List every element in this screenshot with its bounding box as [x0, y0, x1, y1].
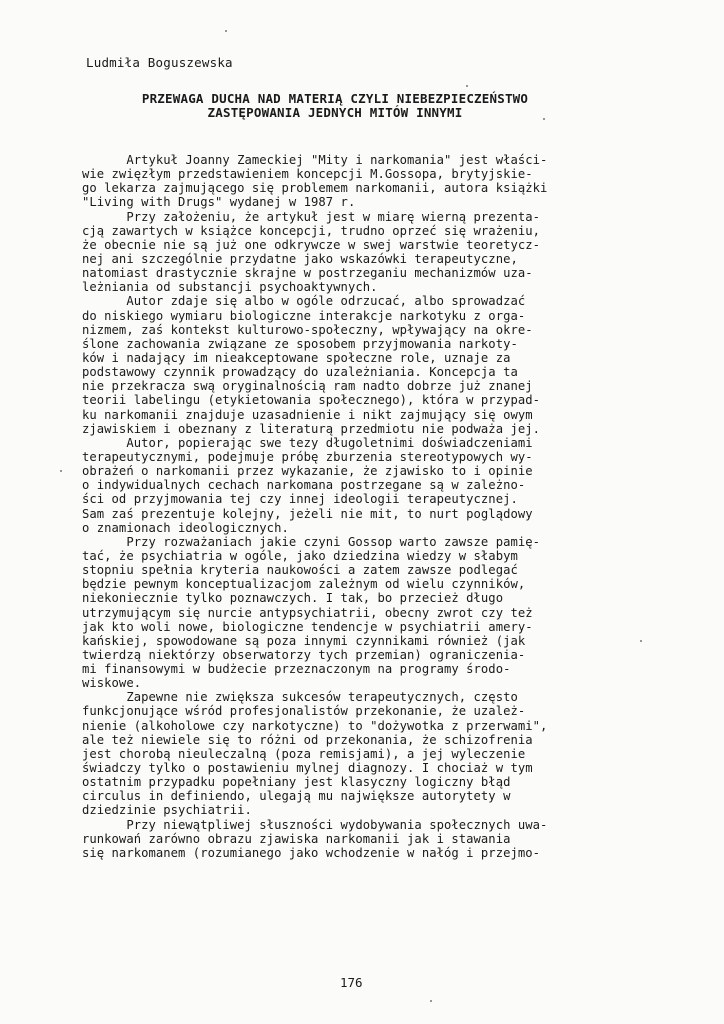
text-line: świadczy tylko o postawieniu mylnej diagnozy. I chociaż w tym	[82, 761, 533, 776]
text-line: jak kto woli nowe, biologiczne tendencje w psychiatrii amery-	[82, 619, 533, 634]
text-line: circulus in definiendo, ulegają mu największe autorytety w	[82, 789, 511, 804]
text-line: Autor zdaje się albo w ogóle odrzucać, albo sprowadzać	[82, 294, 526, 309]
text-line: wie zwięzłym przedstawieniem koncepcji M.Gossopa, brytyjskie-	[82, 167, 533, 182]
text-line: Przy niewątpliwej słuszności wydobywania społecznych uwa-	[82, 817, 548, 832]
text-line: twierdzą niektórzy obserwatorzy tych przemian) ograniczenia-	[82, 647, 526, 662]
text-line: ków i nadający im nieakceptowane społeczne role, uznaje za	[82, 350, 511, 365]
text-line: że obecnie nie są już one odkrywcze w swej warstwie teoretycz-	[82, 237, 541, 252]
text-line: ku narkomanii znajduje uzasadnienie i nikt zajmujący się owym	[82, 407, 533, 422]
text-line: Przy założeniu, że artykuł jest w miarę wierną prezenta-	[82, 209, 541, 224]
title-line-1: PRZEWAGA DUCHA NAD MATERIĄ CZYLI NIEBEZPIECZEŃSTWO	[141, 91, 529, 106]
article-body	[82, 153, 657, 860]
text-line: dziedzinie psychiatrii.	[82, 803, 252, 818]
text-line: Sam zaś prezentuje kolejny, jeżeli nie mit, to nurt poglądowy	[82, 506, 533, 521]
text-line: o indywidualnych cechach narkomana postrzegane są w zależno-	[82, 478, 526, 493]
text-line: cją zawartych w książce koncepcji, trudno oprzeć się wrażeniu,	[82, 223, 541, 238]
scan-speck	[225, 30, 227, 32]
text-line: nizmem, zaś kontekst kulturowo-społeczny, wpływający na okre-	[82, 322, 533, 337]
text-line: natomiast drastycznie skrajne w postrzeganiu mechanizmów uza-	[82, 266, 533, 281]
text-line: mi finansowymi w budżecie przeznaczonym na programy środo-	[82, 662, 511, 677]
text-line: Autor, popierając swe tezy długoletnimi doświadczeniami	[82, 435, 533, 450]
scan-speck	[466, 85, 468, 87]
text-line: tać, że psychiatria w ogóle, jako dziedzina wiedzy w słabym	[82, 548, 518, 563]
text-line: Przy rozważaniach jakie czyni Gossop warto zawsze pamię-	[82, 534, 541, 549]
text-line: "Living with Drugs" wydanej w 1987 r.	[82, 195, 356, 210]
author-name: Ludmiła Boguszewska	[86, 55, 233, 70]
text-line: do niskiego wymiaru biologiczne interakcje narkotyku z orga-	[82, 308, 526, 323]
text-line: będzie pewnym konceptualizacjom zależnym od wielu czynników,	[82, 577, 526, 592]
text-line: obrażeń o narkomanii przez wykazanie, że zjawisko to i opinie	[82, 464, 533, 479]
text-line: funkcjonujące wśród profesjonalistów przekonanie, że uzależ-	[82, 704, 526, 719]
text-line: podstawowy czynnik prowadzący do uzależniania. Koncepcja ta	[82, 365, 518, 380]
scan-speck	[640, 640, 642, 642]
text-line: kańskiej, spowodowane są poza innymi czynnikami również (jak	[82, 633, 526, 648]
text-line: się narkomanem (rozumianego jako wchodzenie w nałóg i przejmo-	[82, 845, 541, 860]
article-title	[100, 92, 570, 120]
text-line: wiskowe.	[82, 676, 142, 691]
text-line: ślone zachowania związane ze sposobem przyjmowania narkoty-	[82, 336, 518, 351]
text-line: o znamionach ideologicznych.	[82, 520, 289, 535]
text-line: niekoniecznie tylko poznawczych. I tak, bo przecież długo	[82, 591, 504, 606]
text-line: Artykuł Joanny Zameckiej "Mity i narkomania" jest właści-	[82, 153, 548, 167]
scan-speck	[430, 1000, 432, 1002]
text-line: ostatnim przypadku popełniany jest klasyczny logiczny błąd	[82, 775, 511, 790]
text-line: Zapewne nie zwiększa sukcesów terapeutycznych, często	[82, 690, 518, 705]
text-line: terapeutycznymi, podejmuje próbę zburzenia stereotypowych wy-	[82, 449, 533, 464]
scan-speck	[60, 470, 62, 472]
text-line: nienie (alkoholowe czy narkotyczne) to "dożywotka z przerwami",	[82, 718, 548, 733]
text-line: utrzymującym się nurcie antypsychiatrii, obecny zwrot czy też	[82, 605, 533, 620]
text-line: stopniu spełnia kryteria naukowości a zatem zawsze podlegać	[82, 563, 518, 578]
title-line-2: ZASTĘPOWANIA JEDNYCH MITÓW INNYMI	[207, 105, 463, 120]
text-line: nie przekracza swą oryginalnością ram nadto dobrze już znanej	[82, 379, 533, 394]
text-line: ale też niewiele się to różni od przekonania, że schizofrenia	[82, 732, 533, 747]
text-line: teorii labelingu (etykietowania społecznego), która w przypad-	[82, 393, 541, 408]
text-line: leżniania od substancji psychoaktywnych.	[82, 280, 378, 295]
text-line: ści od przyjmowania tej czy innej ideologii terapeutycznej.	[82, 492, 518, 507]
scan-speck	[543, 118, 545, 120]
text-line: go lekarza zajmującego się problemem narkomanii, autora książki	[82, 181, 548, 196]
text-line: nej ani szczególnie przydatne jako wskazówki terapeutyczne,	[82, 251, 518, 266]
text-line: jest chorobą nieuleczalną (poza remisjami), a jej wyleczenie	[82, 746, 526, 761]
text-line: runkowań zarówno obrazu zjawiska narkomanii jak i stawania	[82, 831, 511, 846]
text-line: zjawiskiem i obeznany z literaturą przedmiotu nie podważa jej.	[82, 421, 541, 436]
page-number: 176	[340, 975, 363, 990]
